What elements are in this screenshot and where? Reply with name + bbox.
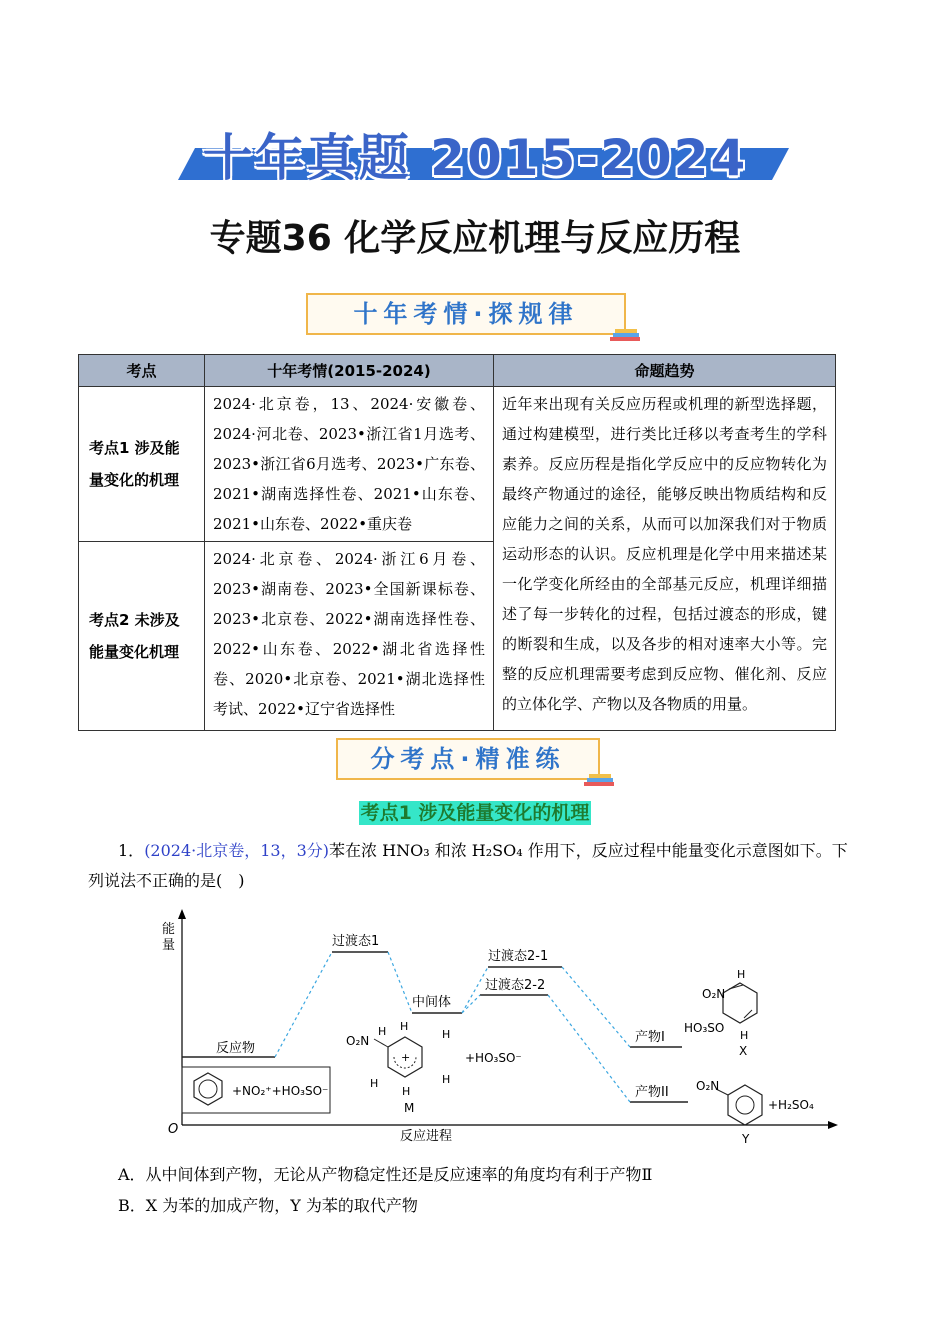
ho3so-group-label: HO₃SO [684,1021,725,1035]
section-heading [0,798,950,825]
reagents-label: +NO₂⁺+HO₃SO⁻ [232,1084,329,1098]
header-banner [178,112,772,187]
table-row [79,387,836,542]
banner-title: 十年真题 2015-2024 [202,129,748,187]
structure-y-label: Y [742,1132,750,1146]
product1-label: 产物I [635,1030,665,1045]
h-label: H [740,1029,749,1042]
reactant-label: 反应物 [216,1041,256,1056]
h-label: H [378,1025,387,1038]
y-axis-label: 量 [162,938,176,953]
ts1-label: 过渡态1 [332,934,380,949]
x-axis-label: 反应进程 [400,1129,453,1144]
pathway-lines [275,952,630,1102]
nitro-group-label: O₂N [696,1079,720,1093]
nitro-group-label: O₂N [702,987,726,1001]
y-axis-arrow [178,909,186,919]
table-header: 命题趋势 [494,355,836,387]
books-icon [610,327,644,341]
energy-diagram [160,905,840,1150]
question-text [88,836,860,896]
years-cell: 2024·北京卷，13、2024·安徽卷、2024·河北卷、2023•浙江省1月选考、2023•浙江省6月选考、2023•广东卷、2021•湖南选择性卷、2021•山东卷、2021•山东卷、2022•重庆卷 [205,387,494,542]
h-label: H [370,1077,379,1090]
option-a: A．从中间体到产物，无论从产物稳定性还是反应速率的角度均有利于产物Ⅱ [118,1165,653,1184]
question-source: (2024·北京卷，13，3分) [144,841,330,860]
structure-x-label: X [739,1044,748,1058]
charge-label: + [401,1051,411,1064]
section-title: 考点1 涉及能量变化的机理 [360,802,590,824]
product-y-ring-icon [728,1085,762,1125]
question-stem: 苯在浓 HNO₃ 和浓 H₂SO₄ 作用下，反应过程中能量变化示意图如下。下列说法不正确的是( ) [88,841,848,890]
origin-label: O [168,1122,179,1137]
exam-overview-table [78,354,836,731]
structure-m-label: M [404,1101,415,1115]
years-cell: 2024·北京卷、2024·浙江6月卷、2023•湖南卷、2023•全国新课标卷、2023•北京卷、2022•湖南选择性卷、2022•山东卷、2022•湖北省选择性卷、2020•北京卷、2021•湖北选择性考试、2022•辽宁省选择性 [205,542,494,731]
bond-line [374,1039,388,1047]
aromatic-circle-icon [199,1080,217,1098]
hso-label: +HO₃SO⁻ [465,1051,522,1065]
trend-cell: 近年来出现有关反应历程或机理的新型选择题，通过构建模型，进行类比迁移以考查考生的学科素养。反应历程是指化学反应中的反应物转化为最终产物通过的途径，能够反映出物质结构和反应能力之间的关系，从而可以加深我们对于物质运动形态的认识。反应机理是化学中用来描述某一化学变化所经由的全部基元反应，机理详细描述了每一步转化的过程，包括过渡态的形成，键的断裂和生成，以及各步的相对速率大小等。完整的反应机理需要考虑到反应物、催化剂、反应的立体化学、产物以及各物质的用量。 [494,387,836,731]
table-header: 十年考情(2015-2024) [205,355,494,387]
nitro-group-label: O₂N [346,1034,370,1048]
pill-label: 十年考情·探规律 [353,300,579,328]
intermediate-label: 中间体 [412,995,452,1010]
topic-cell: 考点1 涉及能量变化的机理 [79,387,205,542]
benzene-ring-icon [194,1073,222,1105]
page-title: 专题36 化学反应机理与反应历程 [209,218,741,259]
pill-label: 分考点·精准练 [370,745,566,773]
product2-label: 产物II [635,1085,669,1100]
ts21-label: 过渡态2-1 [488,949,549,964]
question-number: 1． [118,841,145,860]
product-x-ring-icon [723,983,757,1023]
table-header: 考点 [79,355,205,387]
x-axis-arrow [828,1121,838,1129]
h-label: H [400,1020,409,1033]
option-b: B．X 为苯的加成产物，Y 为苯的取代产物 [118,1196,418,1215]
topic-cell: 考点2 未涉及能量变化机理 [79,542,205,731]
h-label: H [442,1073,451,1086]
section-pill-practice [336,738,600,780]
table-header-row [79,355,836,387]
h2so4-label: +H₂SO₄ [768,1098,814,1112]
section-pill-trends [306,293,626,335]
h-label: H [442,1028,451,1041]
h-label: H [737,968,746,981]
h-label: H [402,1085,411,1098]
books-icon [584,772,618,786]
y-axis-label: 能 [162,922,176,937]
ts22-label: 过渡态2-2 [485,978,546,993]
aromatic-circle-icon [736,1096,754,1114]
